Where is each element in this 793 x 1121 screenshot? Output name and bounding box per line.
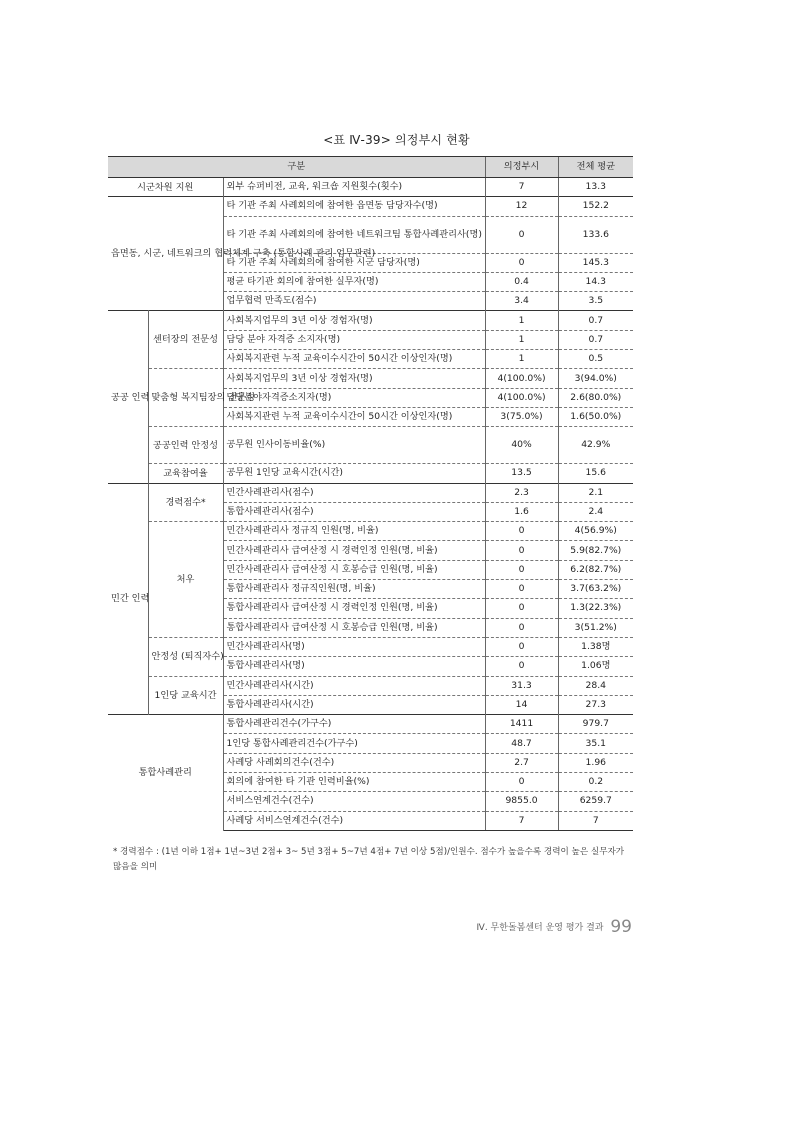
table-title: <표 Ⅳ-39> 의정부시 현황: [323, 133, 470, 147]
row-city-value: 1: [485, 350, 558, 369]
table-row: [108, 522, 633, 541]
row-city-value: 48.7: [485, 734, 558, 753]
row-city-value: 0: [485, 637, 558, 656]
row-avg-value: 1.3(22.3%): [558, 599, 633, 618]
row-avg-value: 0.5: [558, 350, 633, 369]
page-footer: [477, 917, 632, 937]
row-avg-value: 14.3: [558, 272, 633, 291]
row-avg-value: 7: [558, 811, 633, 830]
row-avg-value: 0.7: [558, 311, 633, 330]
subgroup-label: 경력점수*: [148, 483, 223, 522]
group-label: 읍면동, 시군, 네트워크의 협력체계 구축 (통합사례 관리 업무관련): [108, 197, 223, 311]
row-avg-value: 152.2: [558, 197, 633, 216]
row-city-value: 7: [485, 178, 558, 197]
row-label: 민간사례관리사 정규직 인원(명, 비율): [223, 522, 485, 541]
row-label: 사회복지업무의 3년 이상 경험자(명): [223, 311, 485, 330]
row-city-value: 4(100.0%): [485, 369, 558, 388]
row-city-value: 0: [485, 580, 558, 599]
row-avg-value: 27.3: [558, 695, 633, 714]
row-label: 업무협력 만족도(점수): [223, 292, 485, 311]
row-city-value: 7: [485, 811, 558, 830]
row-label: 통합사례관리사(점수): [223, 502, 485, 521]
group-label: 민간 인력: [108, 483, 148, 715]
row-city-value: 0.4: [485, 272, 558, 291]
group-label: 통합사례관리: [108, 715, 223, 831]
row-avg-value: 0.7: [558, 330, 633, 349]
row-label: 민간사례관리사 급여산정 시 호봉승급 인원(명, 비율): [223, 560, 485, 579]
row-avg-value: 1.96: [558, 753, 633, 772]
table-row: [108, 637, 633, 656]
row-avg-value: 6.2(82.7%): [558, 560, 633, 579]
row-label: 통합사례관리사 급여산정 시 호봉승급 인원(명, 비율): [223, 618, 485, 637]
subgroup-label: 공공인력 안정성: [148, 427, 223, 464]
row-label: 사례당 사례회의건수(건수): [223, 753, 485, 772]
row-label: 담당분야자격증소지자(명): [223, 388, 485, 407]
row-avg-value: 4(56.9%): [558, 522, 633, 541]
row-city-value: 31.3: [485, 676, 558, 695]
row-city-value: 13.5: [485, 464, 558, 483]
row-avg-value: 3(94.0%): [558, 369, 633, 388]
row-city-value: 0: [485, 522, 558, 541]
row-label: 1인당 통합사례관리건수(가구수): [223, 734, 485, 753]
row-city-value: 3.4: [485, 292, 558, 311]
table-row: [108, 427, 633, 464]
row-city-value: 12: [485, 197, 558, 216]
row-label: 사회복지관련 누적 교육이수시간이 50시간 이상인자(명): [223, 407, 485, 426]
row-label: 공무원 인사이동비율(%): [223, 427, 485, 464]
status-table: [108, 156, 633, 831]
table-row: [108, 715, 633, 734]
row-city-value: 0: [485, 253, 558, 272]
row-city-value: 1: [485, 330, 558, 349]
row-label: 외부 슈퍼비전, 교육, 워크숍 지원횟수(횟수): [223, 178, 485, 197]
row-label: 회의에 참여한 타 기관 인력비율(%): [223, 773, 485, 792]
row-label: 타 기관 주최 사례회의에 참여한 읍면동 담당자수(명): [223, 197, 485, 216]
row-city-value: 0: [485, 216, 558, 253]
row-avg-value: 35.1: [558, 734, 633, 753]
header-category: 구분: [108, 157, 485, 178]
row-city-value: 0: [485, 560, 558, 579]
table-header-row: [108, 157, 633, 178]
table-row: [108, 178, 633, 197]
row-avg-value: 3(51.2%): [558, 618, 633, 637]
row-avg-value: 1.38명: [558, 637, 633, 656]
row-avg-value: 0.2: [558, 773, 633, 792]
row-label: 민간사례관리사(시간): [223, 676, 485, 695]
row-avg-value: 5.9(82.7%): [558, 541, 633, 560]
header-city: 의정부시: [485, 157, 558, 178]
table-row: [108, 483, 633, 502]
footer-chapter: Ⅳ. 무한돌봄센터 운영 평가 결과: [476, 923, 604, 933]
row-city-value: 2.3: [485, 483, 558, 502]
row-avg-value: 145.3: [558, 253, 633, 272]
row-label: 평균 타기관 회의에 참여한 실무자(명): [223, 272, 485, 291]
row-city-value: 0: [485, 773, 558, 792]
row-city-value: 4(100.0%): [485, 388, 558, 407]
row-avg-value: 28.4: [558, 676, 633, 695]
subgroup-label: 1인당 교육시간: [148, 676, 223, 715]
table-row: [108, 676, 633, 695]
table-row: [108, 369, 633, 388]
row-avg-value: 2.4: [558, 502, 633, 521]
row-city-value: 2.7: [485, 753, 558, 772]
row-label: 민간사례관리사(점수): [223, 483, 485, 502]
subgroup-label: 교육참여율: [148, 464, 223, 483]
table-row: [108, 311, 633, 330]
row-label: 사회복지업무의 3년 이상 경험자(명): [223, 369, 485, 388]
row-label: 타 기관 주최 사례회의에 참여한 시군 담당자(명): [223, 253, 485, 272]
table-row: [108, 464, 633, 483]
subgroup-label: 처우: [148, 522, 223, 638]
row-avg-value: 6259.7: [558, 792, 633, 811]
row-city-value: 14: [485, 695, 558, 714]
row-label: 사례당 서비스연계건수(건수): [223, 811, 485, 830]
row-city-value: 0: [485, 657, 558, 676]
row-avg-value: 979.7: [558, 715, 633, 734]
row-label: 통합사례관리사(명): [223, 657, 485, 676]
row-avg-value: 15.6: [558, 464, 633, 483]
group-label: 공공 인력: [108, 311, 148, 483]
row-avg-value: 133.6: [558, 216, 633, 253]
row-avg-value: 13.3: [558, 178, 633, 197]
row-label: 민간사례관리사(명): [223, 637, 485, 656]
row-city-value: 1: [485, 311, 558, 330]
row-label: 통합사례관리사(시간): [223, 695, 485, 714]
row-label: 타 기관 주최 사례회의에 참여한 네트워크팀 통합사례관리사(명): [223, 216, 485, 253]
row-city-value: 0: [485, 599, 558, 618]
row-label: 민간사례관리사 급여산정 시 경력인정 인원(명, 비율): [223, 541, 485, 560]
row-city-value: 3(75.0%): [485, 407, 558, 426]
row-avg-value: 3.7(63.2%): [558, 580, 633, 599]
subgroup-label: 센터장의 전문성: [148, 311, 223, 369]
row-label: 통합사례관리사 급여산정 시 경력인정 인원(명, 비율): [223, 599, 485, 618]
row-avg-value: 42.9%: [558, 427, 633, 464]
row-city-value: 0: [485, 541, 558, 560]
row-label: 사회복지관련 누적 교육이수시간이 50시간 이상인자(명): [223, 350, 485, 369]
subgroup-label: 맞춤형 복지팀장의 전문성: [148, 369, 223, 427]
group-label: 시군차원 지원: [108, 178, 223, 197]
page-number: 99: [610, 917, 632, 937]
table-row: [108, 197, 633, 216]
subgroup-label: 안정성 (퇴직자수): [148, 637, 223, 676]
row-city-value: 1411: [485, 715, 558, 734]
row-avg-value: 2.6(80.0%): [558, 388, 633, 407]
row-avg-value: 2.1: [558, 483, 633, 502]
row-city-value: 40%: [485, 427, 558, 464]
row-label: 공무원 1인당 교육시간(시간): [223, 464, 485, 483]
row-avg-value: 1.6(50.0%): [558, 407, 633, 426]
row-city-value: 0: [485, 618, 558, 637]
row-city-value: 1.6: [485, 502, 558, 521]
row-label: 통합사례관리건수(가구수): [223, 715, 485, 734]
row-label: 통합사례관리사 정규직인원(명, 비율): [223, 580, 485, 599]
header-avg: 전체 평균: [558, 157, 633, 178]
row-avg-value: 1.06명: [558, 657, 633, 676]
row-label: 담당 분야 자격증 소지자(명): [223, 330, 485, 349]
footnote: * 경력점수 : (1년 이하 1점+ 1년~3년 2점+ 3~ 5년 3점+ 5~7년 4점+ 7년 이상 5점)/인원수. 점수가 높을수록 경력이 높은 실무자가 많음을 의미: [113, 847, 625, 872]
row-avg-value: 3.5: [558, 292, 633, 311]
row-label: 서비스연계건수(건수): [223, 792, 485, 811]
row-city-value: 9855.0: [485, 792, 558, 811]
